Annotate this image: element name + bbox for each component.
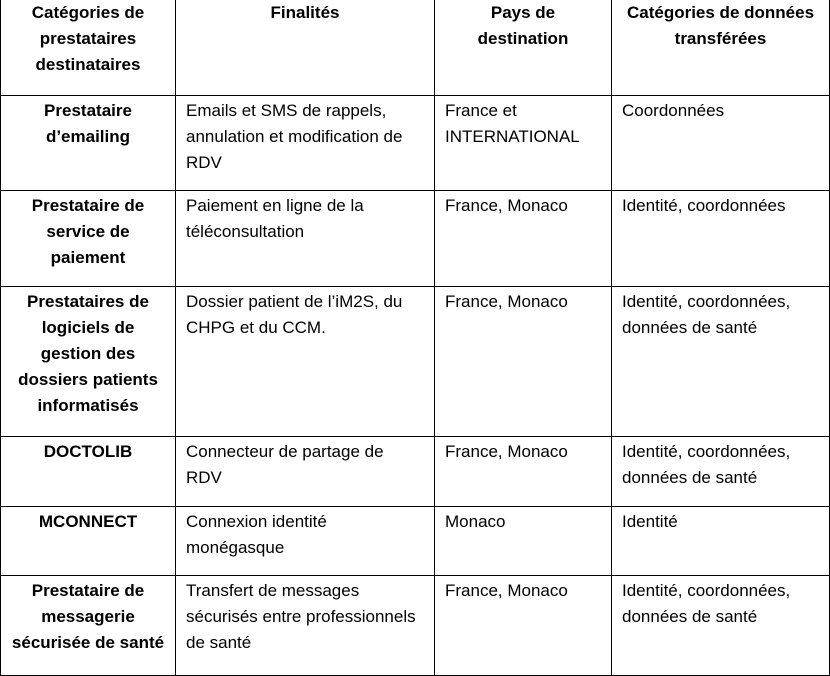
cell-finalite: Connexion identité monégasque: [176, 506, 435, 575]
cell-categorie: DOCTOLIB: [1, 436, 176, 506]
cell-finalite: Connecteur de partage de RDV: [176, 436, 435, 506]
cell-finalite: Emails et SMS de rappels, annulation et modification de RDV: [176, 95, 435, 190]
table-row: [1, 286, 830, 436]
header-categories-prestataires: Catégories de prestataires destinataires: [1, 0, 176, 95]
header-pays-destination: Pays de destination: [435, 0, 612, 95]
table-row: [1, 506, 830, 575]
cell-pays: France et INTERNATIONAL: [435, 95, 612, 190]
cell-pays: Monaco: [435, 506, 612, 575]
cell-pays: France, Monaco: [435, 286, 612, 436]
cell-donnees: Coordonnées: [612, 95, 830, 190]
header-categories-donnees: Catégories de données transférées: [612, 0, 830, 95]
table-header-row: [1, 0, 830, 95]
table-row: [1, 575, 830, 675]
table-row: [1, 436, 830, 506]
table-row: [1, 95, 830, 190]
cell-donnees: Identité, coordonnées, données de santé: [612, 436, 830, 506]
header-finalites: Finalités: [176, 0, 435, 95]
cell-donnees: Identité, coordonnées: [612, 190, 830, 286]
cell-finalite: Paiement en ligne de la téléconsultation: [176, 190, 435, 286]
cell-categorie: Prestataire de service de paiement: [1, 190, 176, 286]
cell-donnees: Identité, coordonnées, données de santé: [612, 286, 830, 436]
cell-categorie: Prestataires de logiciels de gestion des dossiers patients informatisés: [1, 286, 176, 436]
table-row: [1, 190, 830, 286]
cell-categorie: Prestataire de messagerie sécurisée de santé: [1, 575, 176, 675]
cell-pays: France, Monaco: [435, 436, 612, 506]
cell-categorie: Prestataire d’emailing: [1, 95, 176, 190]
cell-finalite: Dossier patient de l’iM2S, du CHPG et du CCM.: [176, 286, 435, 436]
cell-finalite: Transfert de messages sécurisés entre professionnels de santé: [176, 575, 435, 675]
cell-categorie: MCONNECT: [1, 506, 176, 575]
cell-pays: France, Monaco: [435, 575, 612, 675]
cell-pays: France, Monaco: [435, 190, 612, 286]
cell-donnees: Identité, coordonnées, données de santé: [612, 575, 830, 675]
cell-donnees: Identité: [612, 506, 830, 575]
